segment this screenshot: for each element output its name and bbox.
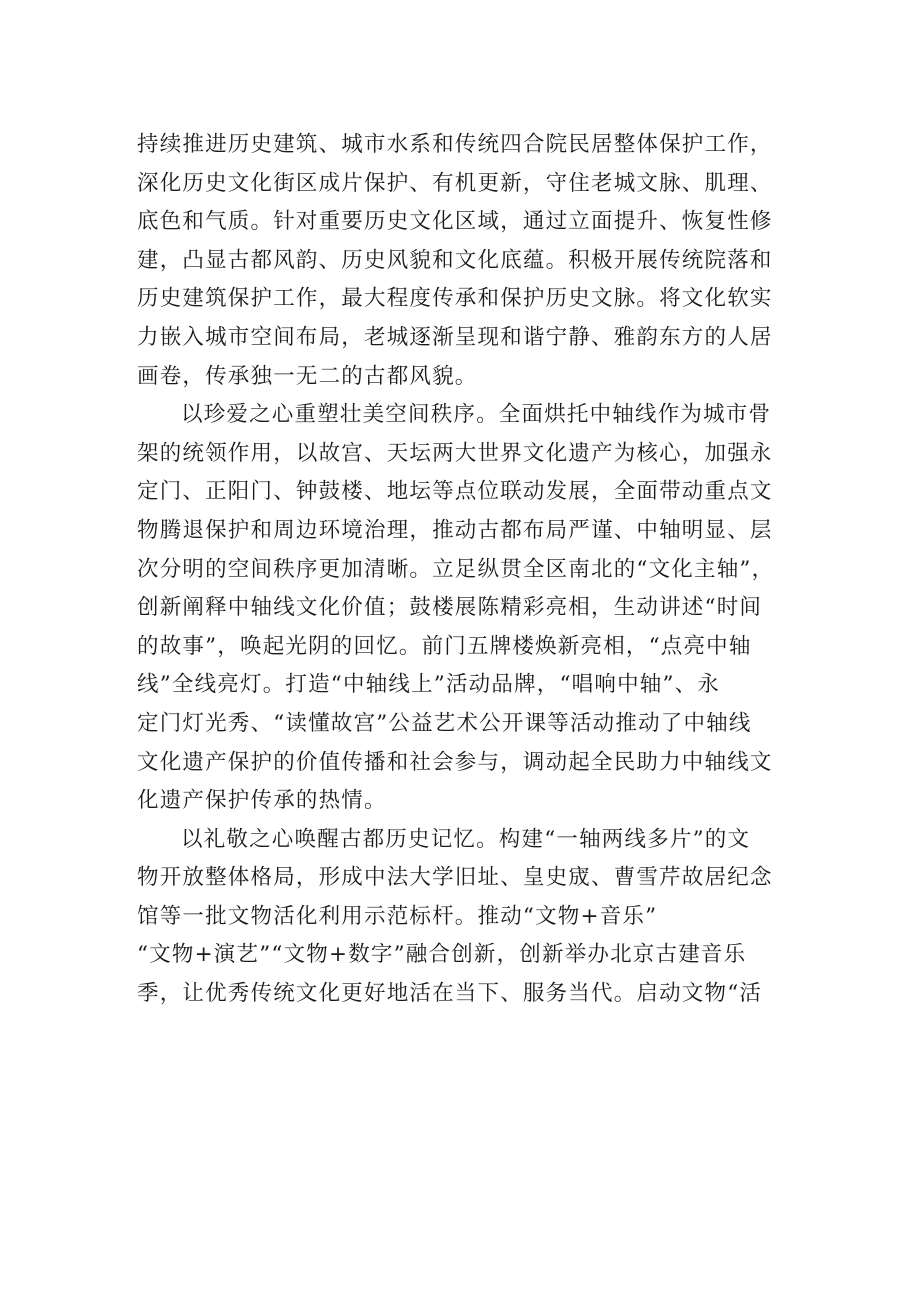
body-line: 架的统领作用，以故宫、天坛两大世界文化遗产为核心，加强永 [137, 440, 773, 466]
body-line: 持续推进历史建筑、城市水系和传统四合院民居整体保护工作， [137, 132, 773, 157]
body-line: 创新阐释中轴线文化价值；鼓楼展陈精彩亮相，生动讲述“时间 [137, 595, 763, 621]
paragraph-first-line: 以珍爱之心重塑壮美空间秩序。全面烘托中轴线作为城市骨 [181, 402, 772, 428]
paragraph-first-line: 以礼敬之心唤醒古都历史记忆。构建“一轴两线多片”的文 [181, 826, 751, 852]
body-line: “文物+演艺”“文物+数字”融合创新，创新举办北京古建音乐 [137, 942, 747, 968]
body-line: 画卷，传承独一无二的古都风貌。 [137, 363, 478, 389]
body-line: 深化历史文化街区成片保护、有机更新，守住老城文脉、肌理、 [137, 170, 773, 196]
body-line: 历史建筑保护工作，最大程度传承和保护历史文脉。将文化软实 [137, 286, 773, 312]
body-line: 馆等一批文物活化利用示范标杆。推动“文物+音乐” [137, 903, 658, 929]
body-line: 次分明的空间秩序更加清晰。立足纵贯全区南北的“文化主轴”， [137, 556, 775, 582]
body-line: 定门、正阳门、钟鼓楼、地坛等点位联动发展，全面带动重点文 [137, 479, 773, 505]
body-line: 建，凸显古都风韵、历史风貌和文化底蕴。积极开展传统院落和 [137, 247, 773, 273]
document-body [137, 126, 817, 1014]
body-line: 线”全线亮灯。打造“中轴线上”活动品牌，“唱响中轴”、永 [137, 672, 721, 698]
body-line: 物开放整体格局，形成中法大学旧址、皇史宬、曹雪芹故居纪念 [137, 865, 773, 891]
body-line: 定门灯光秀、“读懂故宫”公益艺术公开课等活动推动了中轴线 [137, 710, 752, 736]
body-line: 化遗产保护传承的热情。 [137, 788, 387, 814]
body-line: 力嵌入城市空间布局，老城逐渐呈现和谐宁静、雅韵东方的人居 [137, 324, 773, 350]
body-line: 季，让优秀传统文化更好地活在当下、服务当代。启动文物“活 [137, 981, 763, 1007]
body-line: 文化遗产保护的价值传播和社会参与，调动起全民助力中轴线文 [137, 749, 773, 775]
body-line: 的故事”，唤起光阴的回忆。前门五牌楼焕新亮相，“点亮中轴 [137, 633, 752, 659]
body-line: 物腾退保护和周边环境治理，推动古都布局严谨、中轴明显、层 [137, 517, 773, 543]
body-line: 底色和气质。针对重要历史文化区域，通过立面提升、恢复性修 [137, 209, 773, 235]
